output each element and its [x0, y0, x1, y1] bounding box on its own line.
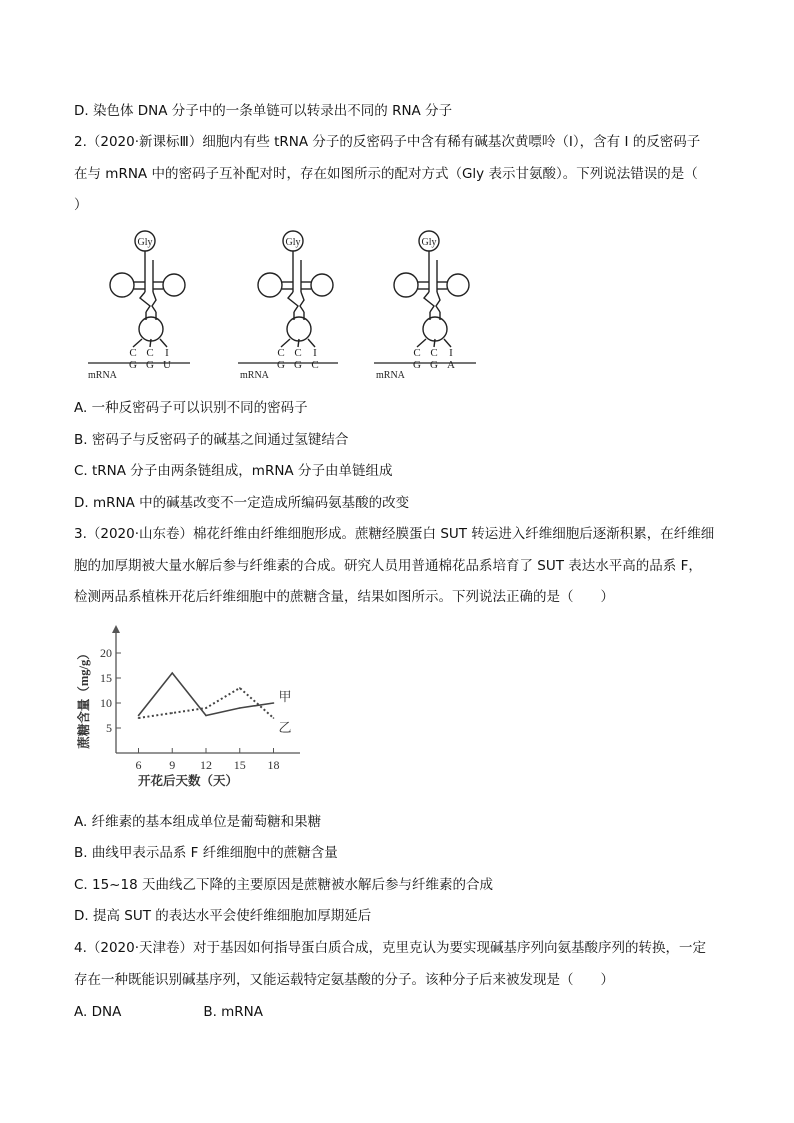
anticodon-connector [133, 339, 142, 347]
series-point [171, 672, 173, 674]
d-loop [110, 273, 134, 297]
question3-option-a: A. 纤维素的基本组成单位是葡萄糖和果糖 [74, 814, 322, 830]
trna-diagram [78, 222, 478, 387]
series-point [171, 712, 173, 714]
x-tick-label: 15 [233, 758, 246, 772]
question2-stem-line3: ） [74, 197, 88, 213]
d-loop [258, 273, 282, 297]
trna-body-line [436, 292, 440, 312]
x-tick-label: 12 [200, 758, 212, 772]
series-point [239, 687, 241, 689]
series-point [138, 715, 140, 717]
anticodon-loop [423, 317, 447, 341]
anticodon-connector [434, 339, 435, 347]
anticodon-base: I [449, 347, 453, 359]
trna-body-line [424, 292, 434, 312]
y-tick-label: 15 [100, 671, 112, 685]
t-loop [311, 274, 333, 296]
amino-acid-label: Gly [421, 237, 437, 248]
question3-option-b: B. 曲线甲表示品系 F 纤维细胞中的蔗糖含量 [74, 845, 338, 861]
question3-stem-line1: 3.（2020·山东卷）棉花纤维由纤维细胞形成。蔗糖经膜蛋白 SUT 转运进入纤维细胞后逐渐积累，在纤维细 [74, 526, 715, 542]
y-axis-title: 蔗糖含量（mg/g） [77, 647, 91, 749]
y-tick-label: 5 [106, 721, 112, 735]
series-label: 甲 [278, 689, 292, 704]
question2-option-c: C. tRNA 分子由两条链组成，mRNA 分子由单链组成 [74, 463, 393, 479]
y-tick-label: 20 [100, 646, 112, 660]
mrna-label: mRNA [88, 370, 117, 381]
series-point [205, 707, 207, 709]
codon-base: U [163, 359, 171, 371]
anticodon-base: C [430, 347, 438, 359]
trna-body-line [140, 292, 150, 312]
series-point [205, 715, 207, 717]
d-loop [394, 273, 418, 297]
codon-base: G [146, 359, 154, 371]
t-loop [447, 274, 469, 296]
trna-body-line [152, 292, 156, 312]
trna-body-line [288, 292, 298, 312]
amino-acid-label: Gly [285, 237, 301, 248]
x-tick-label: 9 [169, 758, 176, 772]
anticodon-base: C [146, 347, 154, 359]
codon-base: G [277, 359, 285, 371]
codon-base: G [294, 359, 302, 371]
question4-option-a: A. DNA [74, 1004, 122, 1020]
anticodon-connector [444, 339, 451, 347]
question3-option-c: C. 15~18 天曲线乙下降的主要原因是蔗糖被水解后参与纤维素的合成 [74, 877, 493, 893]
series-point [138, 717, 140, 719]
t-loop [163, 274, 185, 296]
anticodon-loop [287, 317, 311, 341]
anticodon-connector [160, 339, 167, 347]
anticodon-base: C [413, 347, 421, 359]
anticodon-base: C [129, 347, 137, 359]
y-axis-arrow [112, 625, 120, 633]
mrna-label: mRNA [240, 370, 269, 381]
question3-stem-line3: 检测两品系植株开花后纤维细胞中的蔗糖含量，结果如图所示。下列说法正确的是（ ） [74, 589, 614, 605]
y-tick-label: 10 [100, 696, 112, 710]
mrna-label: mRNA [376, 370, 405, 381]
anticodon-base: I [165, 347, 169, 359]
trna-molecule [258, 231, 333, 371]
series-point [273, 717, 275, 719]
question2-stem-line2: 在与 mRNA 中的密码子互补配对时，存在如图所示的配对方式（Gly 表示甘氨酸）。下列说法错误的是（ [74, 166, 698, 182]
anticodon-loop [139, 317, 163, 341]
codon-base: G [430, 359, 438, 371]
codon-base: G [129, 359, 137, 371]
series-label: 乙 [278, 720, 292, 735]
anticodon-base: I [313, 347, 317, 359]
x-tick-label: 18 [267, 758, 280, 772]
anticodon-connector [417, 339, 426, 347]
question2-option-b: B. 密码子与反密码子的碱基之间通过氢键结合 [74, 432, 349, 448]
trna-molecule [394, 231, 469, 371]
series-line-2 [139, 688, 274, 718]
question4-stem-line2: 存在一种既能识别碱基序列，又能运载特定氨基酸的分子。该种分子后来被发现是（ ） [74, 972, 614, 988]
question4-option-b: B. mRNA [203, 1004, 264, 1020]
question2-option-d: D. mRNA 中的碱基改变不一定造成所编码氨基酸的改变 [74, 495, 410, 511]
amino-acid-label: Gly [137, 237, 153, 248]
question4-options [74, 1002, 263, 1022]
codon-base: G [413, 359, 421, 371]
question3-option-d: D. 提高 SUT 的表达水平会使纤维细胞加厚期延后 [74, 908, 372, 924]
question2-option-a: A. 一种反密码子可以识别不同的密码子 [74, 400, 308, 416]
anticodon-connector [308, 339, 315, 347]
x-tick-label: 6 [135, 758, 142, 772]
question4-stem-line1: 4.（2020·天津卷）对于基因如何指导蛋白质合成，克里克认为要实现碱基序列向氨基酸序列的转换，一定 [74, 940, 707, 956]
sucrose-chart [70, 625, 300, 790]
question2-stem-line1: 2.（2020·新课标Ⅲ）细胞内有些 tRNA 分子的反密码子中含有稀有碱基次黄嘌呤（I），含有 I 的反密码子 [74, 134, 701, 150]
codon-base: C [311, 359, 319, 371]
anticodon-connector [150, 339, 151, 347]
codon-base: A [447, 359, 455, 371]
x-axis-title: 开花后天数（天） [137, 774, 239, 788]
question1-option-d: D. 染色体 DNA 分子中的一条单链可以转录出不同的 RNA 分子 [74, 103, 453, 119]
anticodon-base: C [294, 347, 302, 359]
trna-body-line [300, 292, 304, 312]
series-line-1 [139, 673, 274, 716]
anticodon-connector [298, 339, 299, 347]
series-point [273, 702, 275, 704]
trna-molecule [110, 231, 185, 371]
anticodon-connector [281, 339, 290, 347]
question3-stem-line2: 胞的加厚期被大量水解后参与纤维素的合成。研究人员用普通棉花品系培育了 SUT 表达水平高的品系 F， [74, 558, 702, 574]
anticodon-base: C [277, 347, 285, 359]
series-point [239, 707, 241, 709]
